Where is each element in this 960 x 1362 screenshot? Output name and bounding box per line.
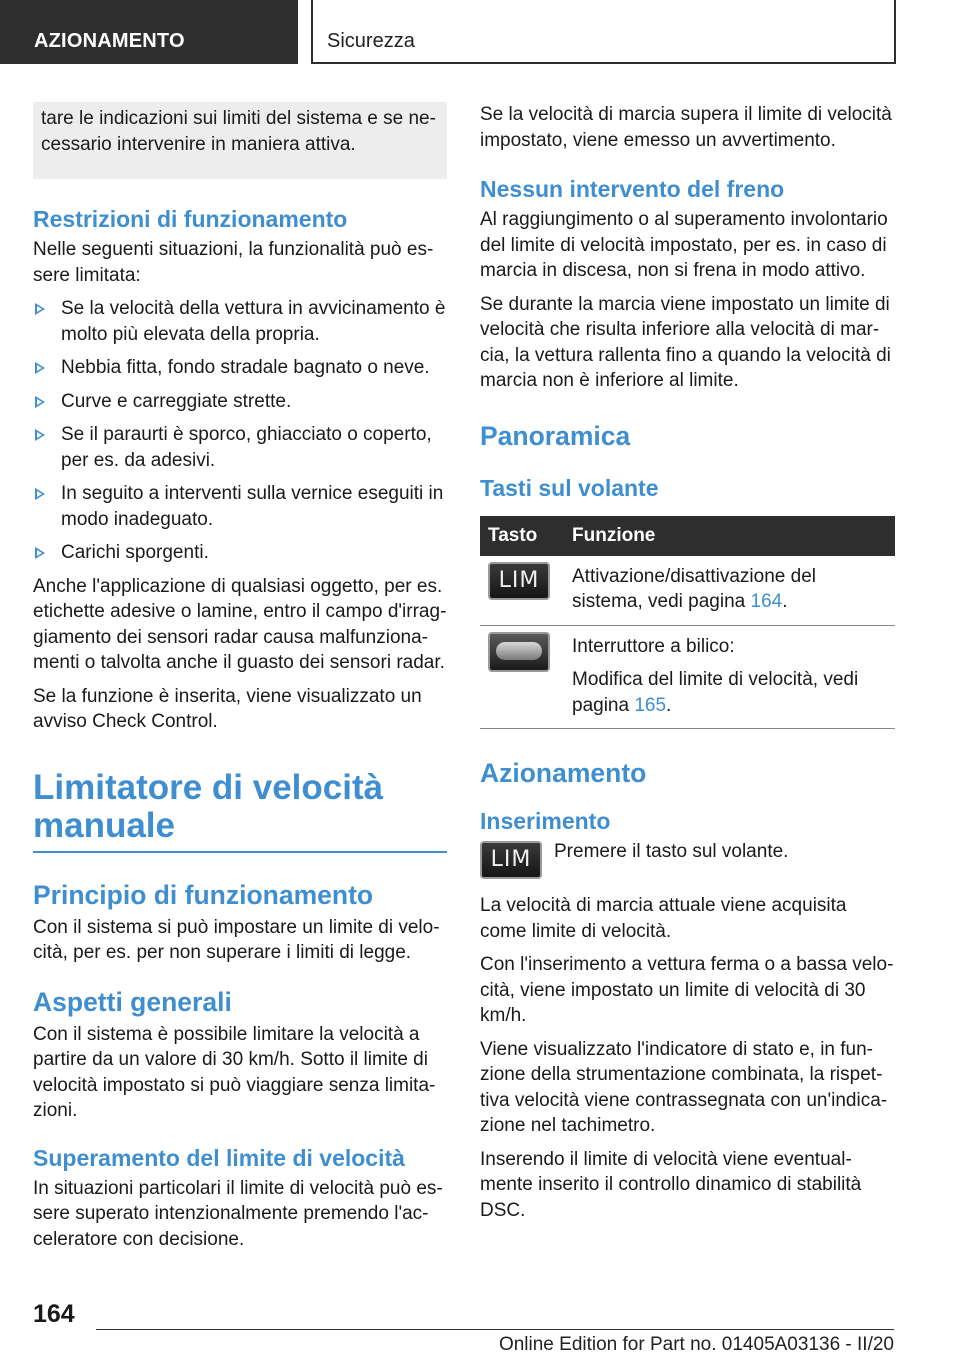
- brake-heading: Nessun intervento del freno: [480, 176, 785, 202]
- table-row: [480, 625, 895, 729]
- restrictions-heading: Restrizioni di funzionamento: [33, 206, 348, 232]
- keys-heading: Tasti sul volante: [480, 474, 659, 501]
- insert-text: Premere il tasto sul volante.: [554, 841, 789, 862]
- general-heading: Aspetti generali: [33, 986, 232, 1017]
- principle-heading: Principio di funzionamento: [33, 879, 374, 910]
- list-item: Nebbia fitta, fondo stradale bagnato o neve.: [33, 355, 447, 381]
- page-link-165[interactable]: 165: [634, 694, 667, 716]
- table-row: [480, 556, 895, 626]
- check-control-paragraph: Se la funzione è inserita, viene visualizzato un avviso Check Control.: [33, 685, 422, 732]
- page-number: 164: [33, 1300, 75, 1328]
- rocker-title: Interruttore a bilico:: [572, 635, 735, 657]
- page-link-164[interactable]: 164: [750, 591, 783, 612]
- section-tab: AZIONAMENTO: [0, 0, 298, 64]
- insert-p-b: Con l'inserimento a vettura ferma o a bassa velocità, viene impostato un limite di velocità di 30 km/h.: [480, 954, 894, 1026]
- triangle-bullet-icon: [35, 429, 45, 441]
- exceeding-heading: Superamento del limite di velocità: [33, 1144, 405, 1171]
- insert-p-a: La velocità di marcia attuale viene acquisita come limite di velocità.: [480, 895, 847, 942]
- footer-rule: [96, 1329, 894, 1330]
- footer-edition: Online Edition for Part no. 01405A03136 - II/20: [498, 1334, 894, 1355]
- function-cell: [564, 625, 895, 729]
- table-header-row: [480, 516, 895, 556]
- exceeding-text: In situazioni particolari il limite di velocità può essere superato intenzionalmente premendo l'acceleratore con decisione.: [33, 1177, 443, 1250]
- insert-row: [480, 839, 895, 883]
- key-cell: [480, 625, 564, 729]
- triangle-bullet-icon: [35, 396, 45, 408]
- brake-p1: Al raggiungimento o al superamento involontario del limite di velocità impostato, per es. in caso di marcia in discesa, non si frena in modo attivo.: [480, 209, 888, 281]
- triangle-bullet-icon: [35, 362, 45, 374]
- list-item: Curve e carreggiate strette.: [33, 389, 447, 415]
- continued-note: tare le indicazioni sui limiti del sistema e se necessario intervenire in maniera attiva.: [33, 102, 447, 179]
- keys-table: [480, 516, 895, 730]
- overview-heading: Panoramica: [480, 420, 631, 451]
- general-text: Con il sistema è possibile limitare la velocità a partire da un valore di 30 km/h. Sotto il limite di velocità impostato si può viaggiare senza limitazioni.: [33, 1023, 436, 1121]
- insert-p-d: Inserendo il limite di velocità viene eventualmente inserito il controllo dinamico di stabilità DSC.: [480, 1148, 862, 1221]
- warning-paragraph: Se la velocità di marcia supera il limite di velocità impostato, viene emesso un avvertimento.: [480, 104, 892, 151]
- radar-paragraph: Anche l'applicazione di qualsiasi oggetto, per es. etichette adesive o lamine, entro il campo d'irraggiamento dei sensori radar causa malfunzionamenti o talvolta anche il guasto dei sensori radar.: [33, 575, 447, 673]
- function-cell: Attivazione/disattivazione del sistema, vedi pagina 164.: [564, 556, 895, 626]
- lim-button-icon: LIM: [488, 562, 550, 600]
- list-item: Carichi sporgenti.: [33, 540, 447, 566]
- limiter-title-block: [33, 769, 447, 853]
- restrictions-list: [33, 296, 447, 566]
- rocker-text: Modifica del limite di velocità, vedi pagina 165.: [572, 669, 859, 716]
- right-column: [480, 102, 895, 1231]
- brake-p2: Se durante la marcia viene impostato un limite di velocità che risulta inferiore alla velocità di marcia, la vettura rallenta fino a quando la velocità di marcia non è inferiore al limite.: [480, 293, 891, 391]
- operation-heading: Azionamento: [480, 758, 647, 788]
- rocker-switch-icon: [488, 632, 550, 672]
- principle-text: Con il sistema si può impostare un limite di velocità, per es. per non superare i limiti di legge.: [33, 916, 440, 963]
- list-item: Se la velocità della vettura in avvicinamento è molto più elevata della propria.: [33, 296, 447, 347]
- chapter-tab: Sicurezza: [311, 0, 896, 64]
- column-header-key: Tasto: [480, 516, 564, 556]
- triangle-bullet-icon: [35, 488, 45, 500]
- list-item: Se il paraurti è sporco, ghiacciato o coperto, per es. da adesivi.: [33, 422, 447, 473]
- column-header-function: Funzione: [564, 516, 895, 556]
- list-item: In seguito a interventi sulla vernice eseguiti in modo inadeguato.: [33, 481, 447, 532]
- key-cell: [480, 556, 564, 626]
- left-column: [33, 102, 447, 1260]
- insert-heading: Inserimento: [480, 808, 611, 834]
- limiter-title: Limitatore di velocità manuale: [33, 767, 384, 845]
- insert-p-c: Viene visualizzato l'indicatore di stato e, in funzione della strumentazione combinata, la rispettiva velocità viene contrassegnata con un'indicazione nel tachimetro.: [480, 1038, 888, 1136]
- triangle-bullet-icon: [35, 547, 45, 559]
- triangle-bullet-icon: [35, 303, 45, 315]
- lim-button-icon: LIM: [480, 841, 542, 879]
- restrictions-intro: Nelle seguenti situazioni, la funzionalità può essere limitata:: [33, 239, 434, 286]
